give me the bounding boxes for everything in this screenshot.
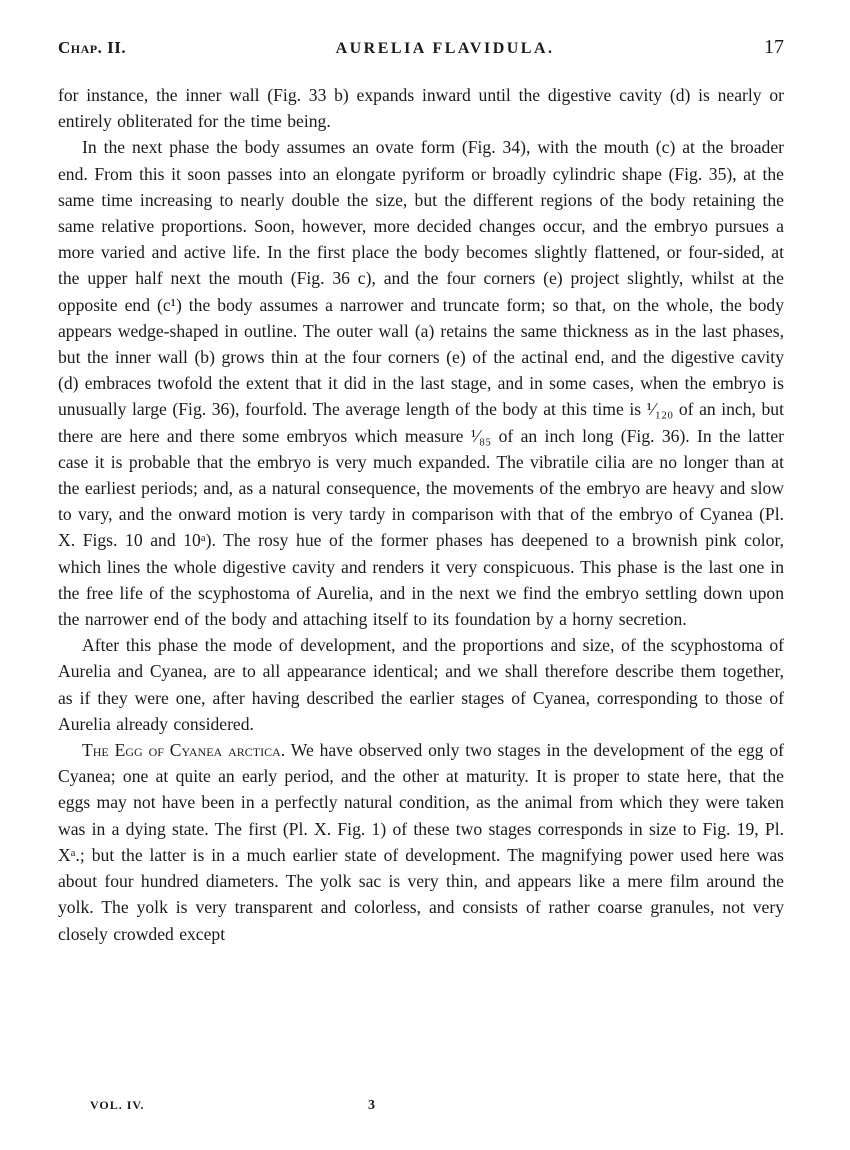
signature-mark: 3: [368, 1098, 375, 1113]
chapter-label: Chap. II.: [58, 38, 127, 57]
section-heading: The Egg of Cyanea arctica.: [82, 740, 286, 761]
book-page: [58, 36, 784, 947]
page-number: 17: [764, 36, 784, 58]
paragraph-egg-text: We have observed only two stages in the development of the egg of Cyanea; one at quite an early period, and the other at maturity. It is proper to state here, that the eggs may not have been in a perfectly natural condition, as the animal from which they were taken was in a dying state. The first (Pl. X. Fig. 1) of these two stages corresponds in size to Fig. 19, Pl. Xᵃ.; but the latter is in a much earlier state of development. The magnifying power used here was about four hundred diameters. The yolk sac is very thin, and appears like a mere film around the yolk. The yolk is very transparent and colorless, and consists of rather coarse granules, not very closely crowded except: [58, 740, 784, 944]
running-title: AURELIA FLAVIDULA.: [335, 40, 555, 57]
paragraph-egg-of-cyanea: [58, 737, 784, 947]
paragraph-continued: for instance, the inner wall (Fig. 33 b) expands inward until the digestive cavity (d) is nearly or entirely obliterated for the time being.: [58, 85, 784, 132]
paragraph-next-phase: In the next phase the body assumes an ovate form (Fig. 34), with the mouth (c) at the broader end. From this it soon passes into an elongate pyriform or broadly cylindric shape (Fig. 35), at the same time increasing to nearly double the size, but the different regions of the body retaining the same relative proportions. Soon, however, more decided changes occur, and the embryo pursues a more varied and active life. In the first place the body becomes slightly flattened, or four-sided, at the upper half next the mouth (Fig. 36 c), and the four corners (e) project slightly, whilst at the opposite end (c¹) the body assumes a narrower and truncate form; so that, on the whole, the body appears wedge-shaped in outline. The outer wall (a) retains the same thickness as in the last phases, but the inner wall (b) grows thin at the four corners (e) of the actinal end, and the digestive cavity (d) embraces twofold the extent that it did in the last stage, and in some cases, when the embryo is unusually large (Fig. 36), fourfold. The average length of the body at this time is ¹⁄₁₂₀ of an inch, but there are here and there some embryos which measure ¹⁄₈₅ of an inch long (Fig. 36). In the latter case it is probable that the embryo is very much expanded. The vibratile cilia are no longer than at the earliest periods; and, as a natural consequence, the movements of the embryo are heavy and slow to vary, and the onward motion is very tardy in comparison with that of the embryo of Cyanea (Pl. X. Figs. 10 and 10ᵃ). The rosy hue of the former phases has deepened to a brownish pink color, which lines the whole digestive cavity and renders it very conspicuous. This phase is the last one in the free life of the scyphostoma of Aurelia, and in the next we find the embryo settling down upon the narrower end of the body and attaching itself to its foundation by a horny secretion.: [58, 137, 784, 630]
volume-label: VOL. IV.: [90, 1098, 145, 1112]
paragraph-after-phase: After this phase the mode of development, and the proportions and size, of the scyphostoma of Aurelia and Cyanea, are to all appearance identical; and we shall therefore describe them together, as if they were one, after having described the earlier stages of Cyanea, corresponding to those of Aurelia already considered.: [58, 635, 784, 734]
body-text: [58, 82, 784, 947]
running-header: [58, 36, 784, 70]
